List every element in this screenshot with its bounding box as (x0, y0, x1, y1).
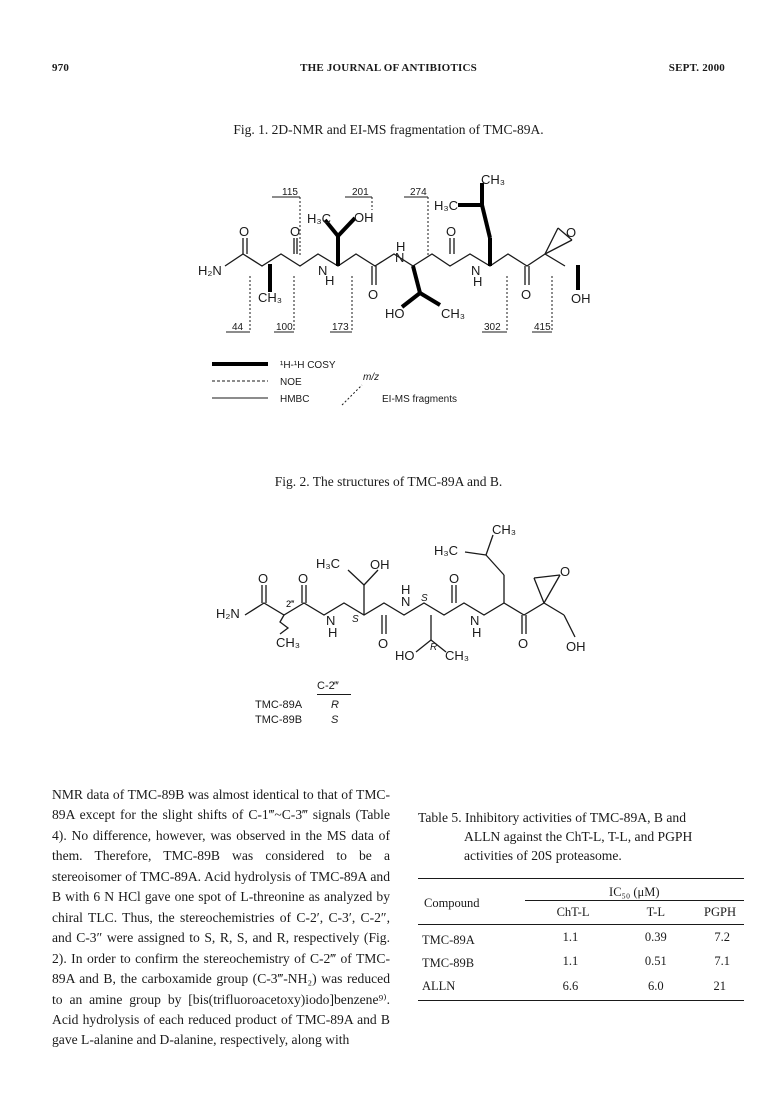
table-row: ALLN 6.6 6.0 21 (418, 973, 744, 1001)
svg-text:S: S (421, 593, 428, 604)
table-row: TMC-89B 1.1 0.51 7.1 (422, 954, 730, 970)
svg-text:O: O (446, 224, 457, 239)
svg-text:302: 302 (484, 322, 501, 333)
svg-text:OH: OH (566, 639, 586, 654)
svg-text:O: O (290, 224, 301, 239)
svg-text:m/z: m/z (363, 372, 380, 383)
col-header: PGPH (704, 905, 736, 919)
table5 (418, 878, 744, 1001)
svg-text:O: O (239, 224, 250, 239)
svg-text:S: S (352, 614, 359, 625)
svg-text:N: N (470, 613, 480, 628)
svg-text:H: H (473, 274, 483, 289)
svg-text:NOE: NOE (280, 377, 302, 388)
table5-caption: Table 5. Inhibitory activities of TMC-89A, B and ALLN against the ChT-L, T-L, and PGPH activities of 20S proteasome. (418, 810, 693, 863)
stereo-row-value: S (331, 714, 339, 726)
svg-text:OH: OH (354, 210, 374, 225)
journal-title: THE JOURNAL OF ANTIBIOTICS (300, 62, 477, 74)
stereo-row-name: TMC-89A (255, 699, 303, 711)
svg-text:H₂N: H₂N (198, 263, 222, 278)
col-header: T-L (646, 905, 665, 919)
svg-text:N: N (471, 263, 481, 278)
svg-text:H₃C: H₃C (434, 198, 459, 213)
svg-text:R: R (430, 642, 438, 653)
svg-text:O: O (298, 571, 309, 586)
svg-text:H₃C: H₃C (316, 556, 341, 571)
svg-text:415: 415 (534, 322, 551, 333)
svg-text:¹H-¹H COSY: ¹H-¹H COSY (280, 360, 336, 371)
svg-text:N: N (326, 613, 336, 628)
svg-text:N: N (318, 263, 328, 278)
svg-text:HO: HO (395, 648, 415, 663)
svg-text:115: 115 (282, 187, 298, 198)
body-paragraph: NMR data of TMC-89B was almost identical to that of TMC-89A except for the slight shifts of C-1‴~C-3‴ signals (Table 4). No difference, however, was observed in the MS data of them. Therefore, TMC-89B was considered to be a stereoisomer of TMC-89A. Acid hydrolysis of TMC-89A and B with 6 N HCl gave one spot of L-threonine as analyzed by chiral TLC. Thus, the stereochemistries of C-2′, C-3′, C-2″, and C-3″ were assigned to S, R, S, and R, respectively (Fig. 2). In order to confirm the stereochemistry of C-2‴ of TMC-89A and B, the carboxamide group (C-3‴-NH₂) was reduced to an amine group by [bis(trifluoroacetoxy)iodo]benzene⁹⁾. Acid hydrolysis of each reduced product of TMC-89A and B gave L-alanine and D-alanine, respectively, along with (52, 787, 390, 1048)
svg-text:H₃C: H₃C (434, 543, 459, 558)
svg-text:CH₃: CH₃ (492, 522, 517, 537)
svg-text:CH₃: CH₃ (258, 290, 283, 305)
svg-text:O: O (368, 287, 379, 302)
svg-text:N: N (401, 594, 411, 609)
svg-text:O: O (560, 564, 571, 579)
svg-text:O: O (258, 571, 269, 586)
svg-text:OH: OH (571, 291, 591, 306)
svg-text:CH₃: CH₃ (276, 635, 301, 650)
svg-text:HMBC: HMBC (280, 394, 310, 405)
svg-text:44: 44 (232, 322, 244, 333)
svg-text:H: H (401, 582, 411, 597)
svg-text:H: H (325, 273, 335, 288)
col-header: ChT-L (556, 905, 590, 919)
stereo-table (255, 680, 351, 726)
svg-text:H: H (396, 239, 406, 254)
svg-text:2‴: 2‴ (286, 599, 295, 609)
svg-text:H: H (328, 625, 338, 640)
svg-text:H₃C: H₃C (307, 211, 332, 226)
svg-text:O: O (449, 571, 460, 586)
svg-text:O: O (378, 636, 389, 651)
svg-text:EI-MS fragments: EI-MS fragments (382, 394, 458, 405)
figure1-caption: Fig. 1. 2D-NMR and EI-MS fragmentation of TMC-89A. (233, 122, 544, 137)
table-row: TMC-89A 1.1 0.39 7.2 (422, 930, 730, 947)
svg-text:CH₃: CH₃ (441, 306, 466, 321)
ic50-header: IC₅₀ (μM) (525, 879, 744, 901)
svg-text:O: O (518, 636, 529, 651)
svg-text:HO: HO (385, 306, 405, 321)
svg-text:CH₃: CH₃ (481, 172, 506, 187)
svg-text:CH₃: CH₃ (445, 648, 470, 663)
page-number: 970 (52, 62, 70, 74)
svg-text:O: O (521, 287, 532, 302)
stereo-header: C-2‴ (317, 680, 351, 695)
issue-date: SEPT. 2000 (668, 62, 725, 74)
stereo-row-name: TMC-89B (255, 714, 303, 726)
svg-text:OH: OH (370, 557, 390, 572)
svg-text:H₂N: H₂N (216, 606, 240, 621)
svg-text:201: 201 (352, 187, 369, 198)
svg-text:100: 100 (276, 322, 293, 333)
stereo-row-value: R (331, 699, 339, 711)
compound-header: Compound (424, 896, 480, 910)
svg-text:N: N (395, 250, 405, 265)
svg-text:173: 173 (332, 322, 349, 333)
svg-text:H: H (472, 625, 482, 640)
svg-text:O: O (566, 225, 577, 240)
figure2-caption: Fig. 2. The structures of TMC-89A and B. (274, 474, 503, 489)
svg-text:274: 274 (410, 187, 427, 198)
